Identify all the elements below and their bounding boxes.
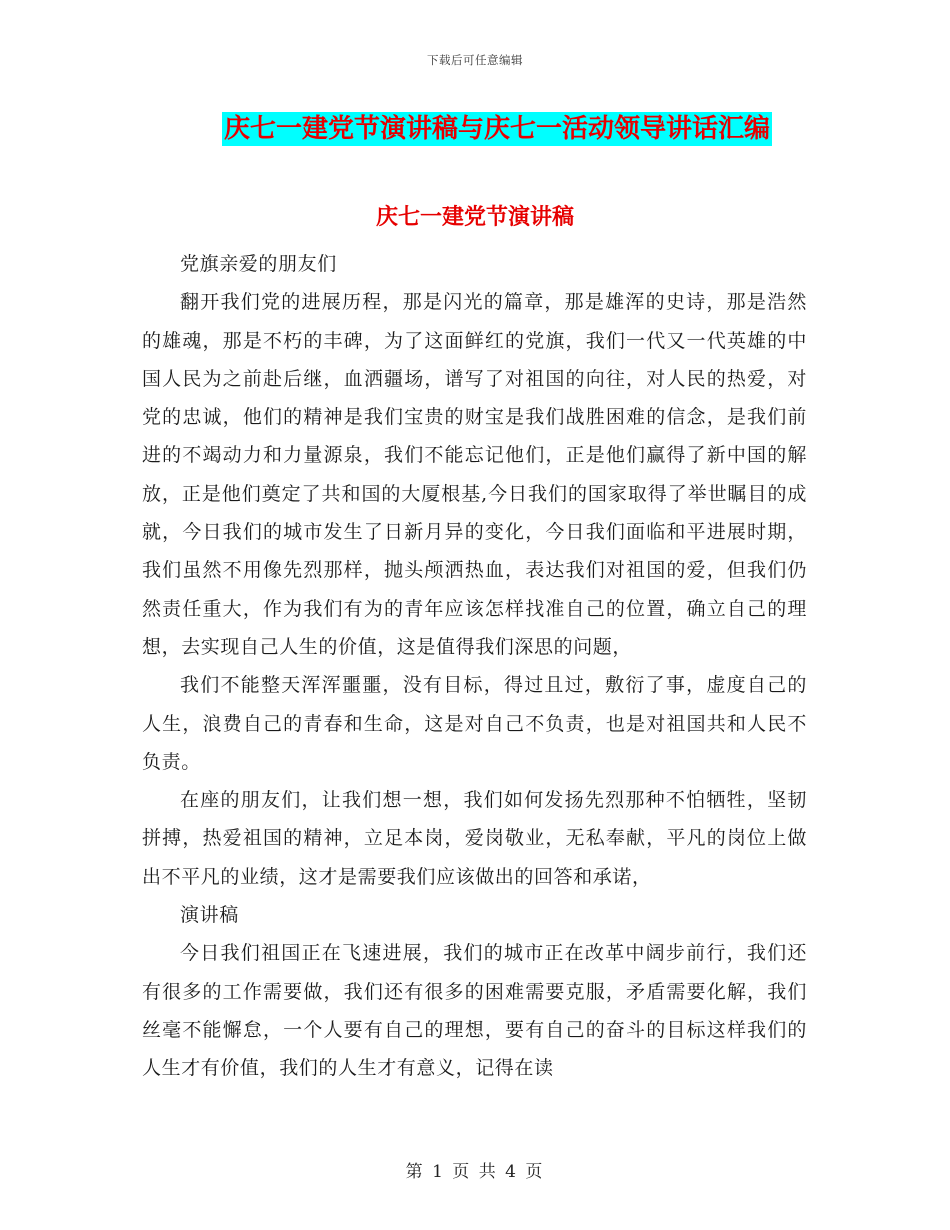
main-title: 庆七一建党节演讲稿与庆七一活动领导讲话汇编	[224, 114, 771, 144]
header-note: 下载后可任意编辑	[427, 53, 523, 67]
body-text	[142, 245, 807, 1088]
paragraph: 今日我们祖国正在飞速进展，我们的城市正在改革中阔步前行，我们还有很多的工作需要做，我们还有很多的困难需要克服，矛盾需要化解，我们丝毫不能懈怠，一个人要有自己的理想，要有自己的奋斗的目标这样我们的人生才有价值，我们的人生才有意义，记得在读	[142, 942, 807, 1080]
paragraph: 我们不能整天浑浑噩噩，没有目标，得过且过，敷衍了事，虚度自己的人生，浪费自己的青春和生命，这是对自己不负责，也是对祖国共和人民不负责。	[142, 674, 807, 773]
page-number: 第 1 页 共 4 页	[405, 1162, 545, 1182]
paragraph: 演讲稿	[180, 904, 239, 927]
section-title: 庆七一建党节演讲稿	[375, 204, 574, 230]
paragraph-salutation: 党旗亲爱的朋友们	[180, 253, 337, 275]
paragraph: 翻开我们党的进展历程，那是闪光的篇章，那是雄浑的史诗，那是浩然的雄魂，那是不朽的丰碑，为了这面鲜红的党旗，我们一代又一代英雄的中国人民为之前赴后继，血洒疆场，谱写了对祖国的向往，对人民的热爱，对党的忠诚，他们的精神是我们宝贵的财宝是我们战胜困难的信念，是我们前进的不竭动力和力量源泉，我们不能忘记他们，正是他们赢得了新中国的解放，正是他们奠定了共和国的大厦根基,今日我们的国家取得了举世瞩目的成就，今日我们的城市发生了日新月异的变化，今日我们面临和平进展时期，我们虽然不用像先烈那样，抛头颅洒热血，表达我们对祖国的爱，但我们仍然责任重大，作为我们有为的青年应该怎样找准自己的位置，确立自己的理想，去实现自己人生的价值，这是值得我们深思的问题，	[142, 291, 807, 658]
paragraph: 在座的朋友们，让我们想一想，我们如何发扬先烈那种不怕牺牲，坚韧拼搏，热爱祖国的精神，立足本岗，爱岗敬业，无私奉献，平凡的岗位上做出不平凡的业绩，这才是需要我们应该做出的回答和承诺，	[142, 789, 807, 888]
